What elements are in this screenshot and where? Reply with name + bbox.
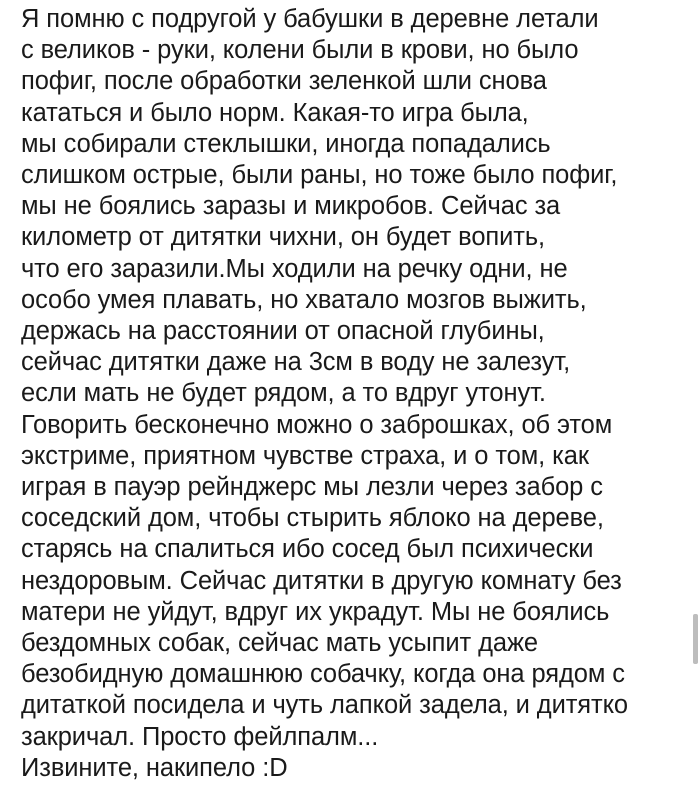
post-text-line: мы не боялись заразы и микробов. Сейчас за <box>21 192 561 221</box>
post-text-line: Извините, накипело :D <box>21 753 288 782</box>
post-text-line: закричал. Просто фейлпалм... <box>21 722 379 751</box>
post-text-line: нездоровым. Сейчас дитятки в другую комнату без <box>21 566 622 595</box>
post-text-line: матери не уйдут, вдруг их украдут. Мы не боялись <box>21 597 610 626</box>
post-text-line: экстриме, приятном чувстве страха, и о том, как <box>21 441 589 470</box>
post-text <box>21 4 691 784</box>
post-text-line: сейчас дитятки даже на 3см в воду не залезут, <box>21 348 571 377</box>
post-text-line: играя в пауэр рейнджерс мы лезли через забор с <box>21 473 603 502</box>
post-text-line: мы собирали стеклышки, иногда попадались <box>21 129 551 158</box>
post-text-line: соседский дом, чтобы стырить яблоко на дереве, <box>21 504 604 533</box>
post-text-line: держась на расстоянии от опасной глубины, <box>21 317 545 346</box>
post-text-line: старясь на спалиться ибо сосед был психически <box>21 535 594 564</box>
post-text-line: с великов - руки, колени были в крови, но было <box>21 36 579 65</box>
post-text-line: если мать не будет рядом, а то вдруг утонут. <box>21 379 546 408</box>
post-text-line: Говорить бесконечно можно о заброшках, об этом <box>21 410 613 439</box>
post-text-line: километр от дитятки чихни, он будет вопить, <box>21 223 546 252</box>
post-text-line: пофиг, после обработки зеленкой шли снова <box>21 67 547 96</box>
post-text-line: что его заразили.Мы ходили на речку одни, не <box>21 254 568 283</box>
post-text-line: особо умея плавать, но хватало мозгов выжить, <box>21 285 587 314</box>
post-text-line: дитаткой посидела и чуть лапкой задела, и дитятко <box>21 691 629 720</box>
post-text-line: безобидную домашнюю собачку, когда она рядом с <box>21 660 625 689</box>
post-text-line: слишком острые, были раны, но тоже было пофиг, <box>21 161 618 190</box>
post-text-line: кататься и было норм. Какая-то игра была, <box>21 98 529 127</box>
scrollbar-thumb[interactable] <box>693 614 698 664</box>
post-text-line: бездомных собак, сейчас мать усыпит даже <box>21 629 538 658</box>
post-text-line: Я помню с подругой у бабушки в деревне летали <box>21 5 599 33</box>
